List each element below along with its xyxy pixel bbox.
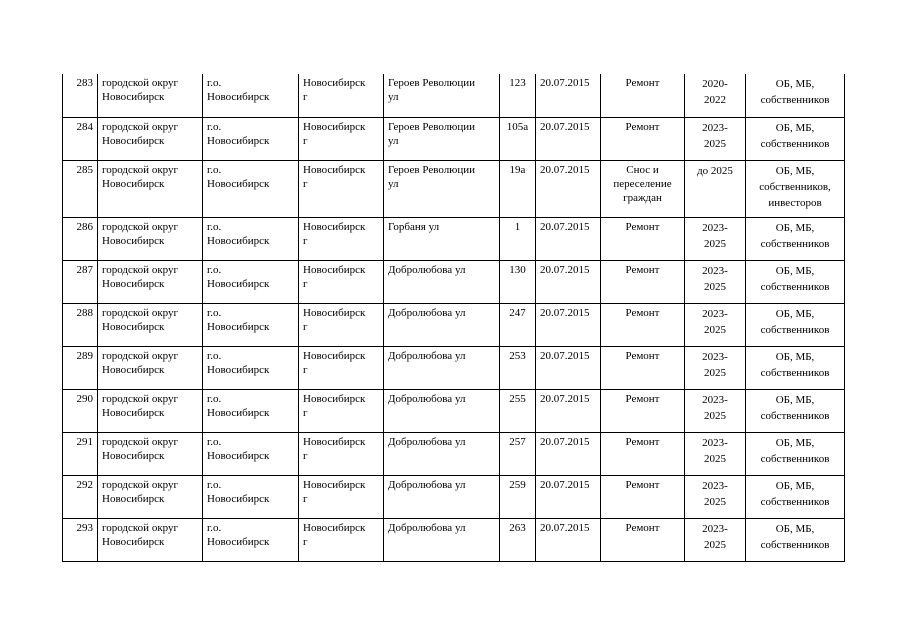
row-number: 284 [63, 117, 98, 160]
street-cell: Добролюбова ул [384, 518, 500, 561]
house-cell: 130 [500, 260, 536, 303]
funding-source-cell: ОБ, МБ, собственников [746, 74, 845, 117]
municipality-cell: г.о. Новосибирск [203, 117, 299, 160]
district-cell: городской округ Новосибирск [98, 217, 203, 260]
district-cell: городской округ Новосибирск [98, 432, 203, 475]
table-row [63, 303, 845, 346]
date-cell: 20.07.2015 [536, 475, 601, 518]
years-cell: 2023- 2025 [685, 475, 746, 518]
city-cell: Новосибирск г [299, 160, 384, 217]
row-number: 283 [63, 74, 98, 117]
table-row [63, 217, 845, 260]
house-cell: 257 [500, 432, 536, 475]
district-cell: городской округ Новосибирск [98, 303, 203, 346]
funding-source-cell: ОБ, МБ, собственников [746, 117, 845, 160]
street-cell: Героев Революции ул [384, 117, 500, 160]
funding-source-cell: ОБ, МБ, собственников [746, 432, 845, 475]
row-number: 287 [63, 260, 98, 303]
years-cell: 2023- 2025 [685, 260, 746, 303]
date-cell: 20.07.2015 [536, 74, 601, 117]
city-cell: Новосибирск г [299, 117, 384, 160]
years-cell: 2023- 2025 [685, 117, 746, 160]
house-cell: 255 [500, 389, 536, 432]
row-number: 292 [63, 475, 98, 518]
funding-source-cell: ОБ, МБ, собственников [746, 389, 845, 432]
city-cell: Новосибирск г [299, 74, 384, 117]
district-cell: городской округ Новосибирск [98, 260, 203, 303]
street-cell: Добролюбова ул [384, 260, 500, 303]
table-row [63, 389, 845, 432]
years-cell: 2020- 2022 [685, 74, 746, 117]
street-cell: Добролюбова ул [384, 346, 500, 389]
house-cell: 247 [500, 303, 536, 346]
district-cell: городской округ Новосибирск [98, 475, 203, 518]
table-row [63, 74, 845, 117]
years-cell: 2023- 2025 [685, 432, 746, 475]
years-cell: 2023- 2025 [685, 303, 746, 346]
years-cell: 2023- 2025 [685, 518, 746, 561]
date-cell: 20.07.2015 [536, 117, 601, 160]
table-row [63, 260, 845, 303]
funding-source-cell: ОБ, МБ, собственников [746, 303, 845, 346]
city-cell: Новосибирск г [299, 389, 384, 432]
municipality-cell: г.о. Новосибирск [203, 432, 299, 475]
housing-table [62, 74, 845, 562]
municipality-cell: г.о. Новосибирск [203, 260, 299, 303]
date-cell: 20.07.2015 [536, 260, 601, 303]
action-cell: Ремонт [601, 260, 685, 303]
municipality-cell: г.о. Новосибирск [203, 160, 299, 217]
municipality-cell: г.о. Новосибирск [203, 217, 299, 260]
house-cell: 123 [500, 74, 536, 117]
district-cell: городской округ Новосибирск [98, 389, 203, 432]
table-row [63, 117, 845, 160]
funding-source-cell: ОБ, МБ, собственников [746, 518, 845, 561]
funding-source-cell: ОБ, МБ, собственников [746, 217, 845, 260]
row-number: 293 [63, 518, 98, 561]
action-cell: Ремонт [601, 303, 685, 346]
city-cell: Новосибирск г [299, 432, 384, 475]
table-row [63, 346, 845, 389]
table-row [63, 432, 845, 475]
action-cell: Ремонт [601, 518, 685, 561]
row-number: 285 [63, 160, 98, 217]
date-cell: 20.07.2015 [536, 346, 601, 389]
table-row [63, 518, 845, 561]
date-cell: 20.07.2015 [536, 303, 601, 346]
city-cell: Новосибирск г [299, 303, 384, 346]
district-cell: городской округ Новосибирск [98, 346, 203, 389]
district-cell: городской округ Новосибирск [98, 74, 203, 117]
action-cell: Ремонт [601, 217, 685, 260]
years-cell: 2023- 2025 [685, 217, 746, 260]
action-cell: Ремонт [601, 117, 685, 160]
row-number: 286 [63, 217, 98, 260]
district-cell: городской округ Новосибирск [98, 117, 203, 160]
table-row [63, 160, 845, 217]
house-cell: 1 [500, 217, 536, 260]
street-cell: Добролюбова ул [384, 432, 500, 475]
city-cell: Новосибирск г [299, 518, 384, 561]
house-cell: 259 [500, 475, 536, 518]
city-cell: Новосибирск г [299, 217, 384, 260]
action-cell: Ремонт [601, 389, 685, 432]
date-cell: 20.07.2015 [536, 160, 601, 217]
municipality-cell: г.о. Новосибирск [203, 74, 299, 117]
funding-source-cell: ОБ, МБ, собственников [746, 260, 845, 303]
date-cell: 20.07.2015 [536, 389, 601, 432]
years-cell: до 2025 [685, 160, 746, 217]
street-cell: Добролюбова ул [384, 389, 500, 432]
funding-source-cell: ОБ, МБ, собственников, инвесторов [746, 160, 845, 217]
house-cell: 19а [500, 160, 536, 217]
house-cell: 105а [500, 117, 536, 160]
city-cell: Новосибирск г [299, 475, 384, 518]
house-cell: 263 [500, 518, 536, 561]
municipality-cell: г.о. Новосибирск [203, 389, 299, 432]
funding-source-cell: ОБ, МБ, собственников [746, 475, 845, 518]
municipality-cell: г.о. Новосибирск [203, 475, 299, 518]
table-row [63, 475, 845, 518]
street-cell: Добролюбова ул [384, 303, 500, 346]
row-number: 289 [63, 346, 98, 389]
years-cell: 2023- 2025 [685, 346, 746, 389]
city-cell: Новосибирск г [299, 346, 384, 389]
street-cell: Героев Революции ул [384, 74, 500, 117]
row-number: 290 [63, 389, 98, 432]
street-cell: Добролюбова ул [384, 475, 500, 518]
date-cell: 20.07.2015 [536, 518, 601, 561]
row-number: 291 [63, 432, 98, 475]
municipality-cell: г.о. Новосибирск [203, 518, 299, 561]
district-cell: городской округ Новосибирск [98, 160, 203, 217]
street-cell: Горбаня ул [384, 217, 500, 260]
action-cell: Ремонт [601, 432, 685, 475]
street-cell: Героев Революции ул [384, 160, 500, 217]
action-cell: Снос и переселение граждан [601, 160, 685, 217]
city-cell: Новосибирск г [299, 260, 384, 303]
date-cell: 20.07.2015 [536, 217, 601, 260]
action-cell: Ремонт [601, 475, 685, 518]
row-number: 288 [63, 303, 98, 346]
house-cell: 253 [500, 346, 536, 389]
years-cell: 2023- 2025 [685, 389, 746, 432]
action-cell: Ремонт [601, 346, 685, 389]
date-cell: 20.07.2015 [536, 432, 601, 475]
district-cell: городской округ Новосибирск [98, 518, 203, 561]
funding-source-cell: ОБ, МБ, собственников [746, 346, 845, 389]
municipality-cell: г.о. Новосибирск [203, 303, 299, 346]
municipality-cell: г.о. Новосибирск [203, 346, 299, 389]
action-cell: Ремонт [601, 74, 685, 117]
